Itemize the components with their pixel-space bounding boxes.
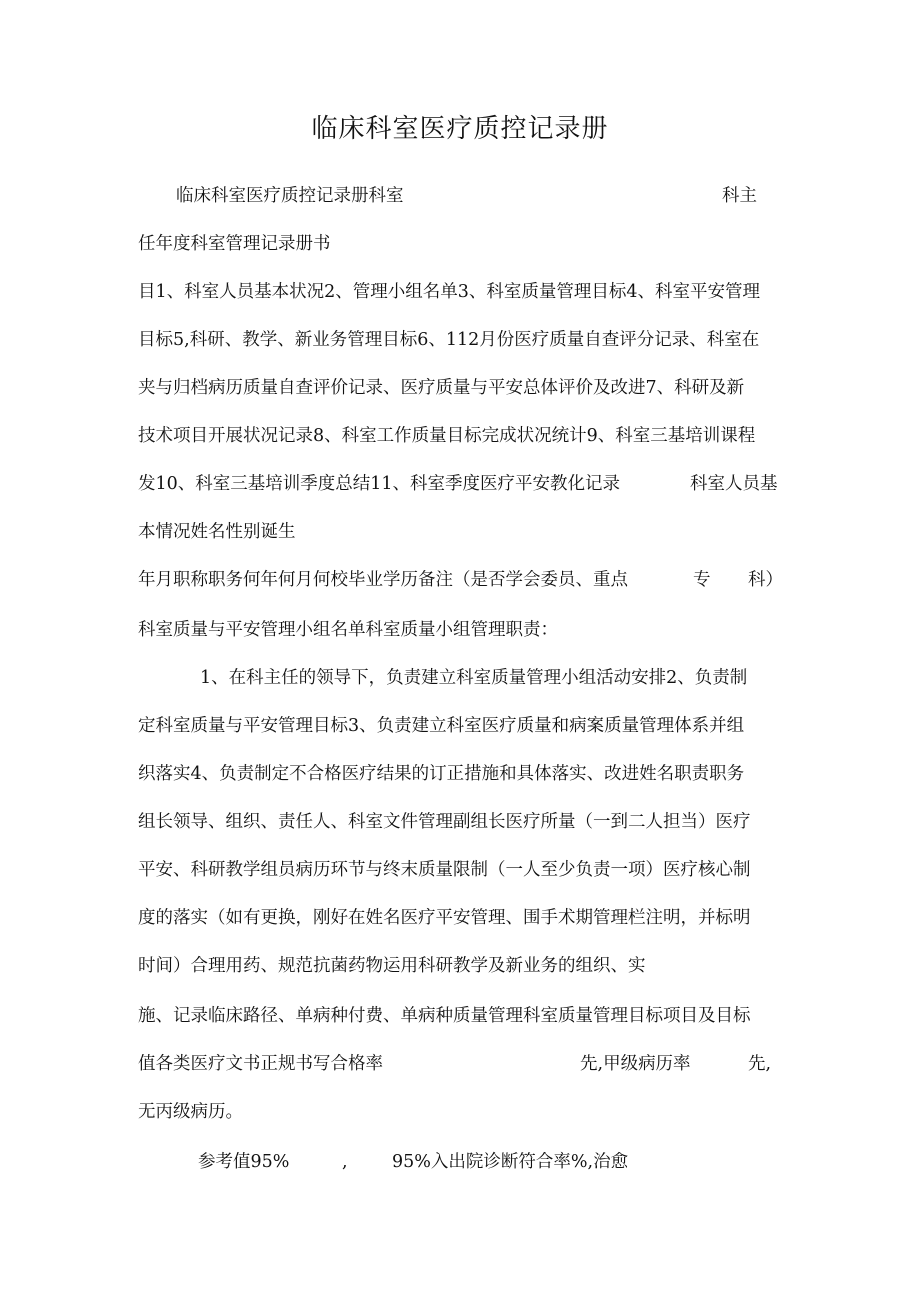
text-line: 织落实4、负责制定不合格医疗结果的订正措施和具体落实、改进姓名职责职务	[138, 764, 745, 784]
text-line: 年月职称职务何年何月何校毕业学历备注（是否学会委员、重点	[138, 570, 628, 590]
text-line: 95%入出院诊断符合率%,治愈	[392, 1152, 629, 1172]
text-line: 先,	[748, 1054, 772, 1074]
text-line: 科室人员基	[690, 474, 778, 494]
text-line: 临床科室医疗质控记录册科室	[176, 186, 404, 206]
text-line: 科）	[748, 570, 783, 590]
text-line: 时间）合理用药、规范抗菌药物运用科研教学及新业务的组织、实	[138, 956, 646, 976]
text-line: 无丙级病历。	[138, 1102, 243, 1122]
text-line: 平安、科研教学组员病历环节与终末质量限制（一人至少负责一项）医疗核心制	[138, 860, 751, 880]
text-line: 目标5,科研、教学、新业务管理目标6、112月份医疗质量自查评分记录、科室在	[138, 330, 760, 350]
text-line: 科主	[722, 186, 757, 206]
text-line: 科室质量与平安管理小组名单科室质量小组管理职责：	[138, 620, 558, 640]
text-line: 专	[693, 570, 711, 590]
text-line: 技术项目开展状况记录8、科室工作质量目标完成状况统计9、科室三基培训课程	[138, 426, 756, 446]
text-line: 发10、科室三基培训季度总结11、科室季度医疗平安教化记录	[138, 474, 621, 494]
text-line: 组长领导、组织、责任人、科室文件管理副组长医疗所量（一到二人担当）医疗	[138, 812, 751, 832]
text-line: 任年度科室管理记录册书	[138, 234, 331, 254]
text-line: 目1、科室人员基本状况2、管理小组名单3、科室质量管理目标4、科室平安管理	[138, 282, 761, 302]
text-line: 本情况姓名性别诞生	[138, 522, 296, 542]
text-line: 1、在科主任的领导下，负责建立科室质量管理小组活动安排2、负责制	[200, 668, 748, 688]
text-line: 定科室质量与平安管理目标3、负责建立科室医疗质量和病案质量管理体系并组	[138, 716, 745, 736]
text-line: 度的落实（如有更换，刚好在姓名医疗平安管理、围手术期管理栏注明，并标明	[138, 908, 751, 928]
text-line: 值各类医疗文书正规书写合格率	[138, 1054, 383, 1074]
document-title: 临床科室医疗质控记录册	[311, 114, 609, 144]
text-line: ,	[342, 1152, 348, 1172]
text-line: 先,甲级病历率	[580, 1054, 691, 1074]
text-line: 夹与归档病历质量自查评价记录、医疗质量与平安总体评价及改进7、科研及新	[138, 378, 745, 398]
text-line: 参考值95%	[198, 1152, 290, 1172]
text-line: 施、记录临床路径、单病种付费、单病种质量管理科室质量管理目标项目及目标	[138, 1006, 751, 1026]
